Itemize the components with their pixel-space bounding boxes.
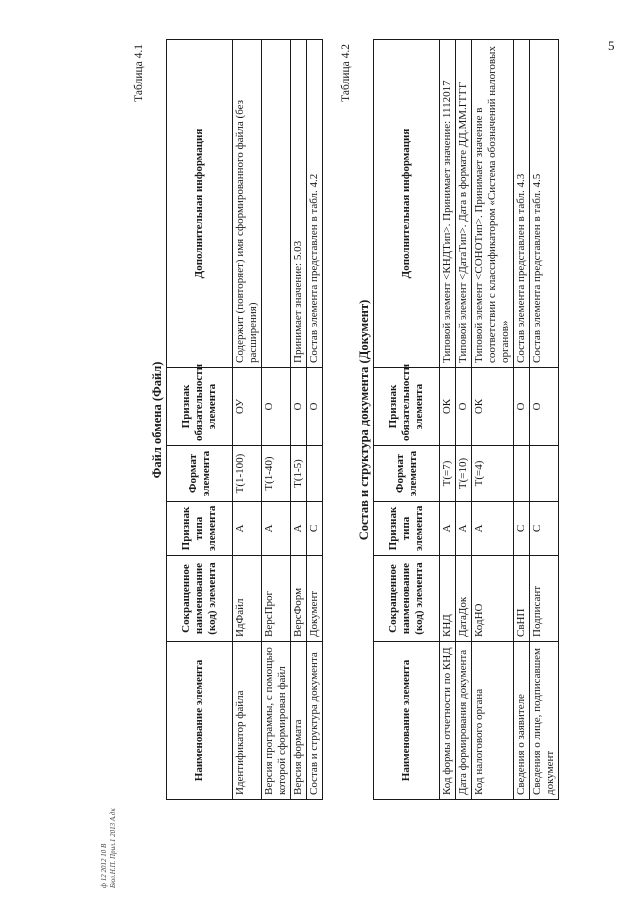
table2-header-type: Признак типа элемента [374, 502, 440, 556]
cell-info: Принимает значение: 5.03 [291, 40, 307, 368]
cell-code: ИдФайл [233, 556, 262, 642]
cell-info: Типовой элемент <КНДТип>. Принимает значение: 1112017 [440, 40, 456, 368]
cell-format [530, 446, 559, 502]
cell-name: Состав и структура документа [307, 642, 323, 800]
table2-header-required: Признак обязательности элемента [374, 368, 440, 446]
rotated-content [130, 40, 600, 800]
cell-type: А [472, 502, 514, 556]
cell-name: Сведения о заявителе [514, 642, 530, 800]
cell-format: T(1-100) [233, 446, 262, 502]
table2-header-name: Наименование элемента [374, 642, 440, 800]
table-row [233, 40, 262, 800]
cell-code: Документ [307, 556, 323, 642]
cell-name: Версия программы, с помощью которой сформирован файл [262, 642, 291, 800]
table1-header-name: Наименование элемента [167, 642, 233, 800]
table1-header-type: Признак типа элемента [167, 502, 233, 556]
stamp-line-1: ф 12 2012 10 В [100, 843, 108, 888]
cell-code: Подписант [530, 556, 559, 642]
table2 [373, 39, 559, 800]
cell-format: T(1-5) [291, 446, 307, 502]
cell-info: Содержит (повторяет) имя сформированного файла (без расширения) [233, 40, 262, 368]
margin-stamp [100, 738, 118, 888]
table2-header-format: Формат элемента [374, 446, 440, 502]
cell-format: T(=4) [472, 446, 514, 502]
cell-info: Состав элемента представлен в табл. 4.3 [514, 40, 530, 368]
cell-type: С [514, 502, 530, 556]
table2-header-info: Дополнительная информация [374, 40, 440, 368]
cell-name: Код формы отчетности по КНД [440, 642, 456, 800]
table-row [262, 40, 291, 800]
cell-type: А [440, 502, 456, 556]
table-row [530, 40, 559, 800]
cell-info [262, 40, 291, 368]
cell-type: А [262, 502, 291, 556]
table-row [472, 40, 514, 800]
cell-type: А [456, 502, 472, 556]
cell-code: ВерсФорм [291, 556, 307, 642]
cell-required: О [514, 368, 530, 446]
cell-name: Версия формата [291, 642, 307, 800]
table1-header-format: Формат элемента [167, 446, 233, 502]
table1-header-row [167, 40, 233, 800]
cell-code: КНД [440, 556, 456, 642]
cell-required: О [307, 368, 323, 446]
table2-header-code: Сокращенное наименование (код) элемента [374, 556, 440, 642]
cell-code: ВерсПрог [262, 556, 291, 642]
page-number: 5 [608, 38, 615, 53]
cell-code: СвНП [514, 556, 530, 642]
table-row [291, 40, 307, 800]
table1 [166, 39, 323, 800]
cell-required: О [456, 368, 472, 446]
cell-name: Дата формирования документа [456, 642, 472, 800]
cell-required: ОК [472, 368, 514, 446]
cell-info: Типовой элемент <ДатаТип>. Дата в формате ДД.ММ.ГГГГ [456, 40, 472, 368]
cell-type: С [530, 502, 559, 556]
cell-required: ОК [440, 368, 456, 446]
cell-code: ДатаДок [456, 556, 472, 642]
cell-info: Типовой элемент <СОНОТип>. Принимает значение в соответствии с классификатором «Система обозначений налоговых органов» [472, 40, 514, 368]
cell-format: T(=7) [440, 446, 456, 502]
table2-caption: Таблица 4.2 [340, 44, 352, 102]
cell-code: КодНО [472, 556, 514, 642]
table-row [456, 40, 472, 800]
cell-info: Состав элемента представлен в табл. 4.5 [530, 40, 559, 368]
cell-type: А [291, 502, 307, 556]
cell-required: О [262, 368, 291, 446]
cell-format [307, 446, 323, 502]
table-row [440, 40, 456, 800]
cell-type: А [233, 502, 262, 556]
cell-format: T(1-40) [262, 446, 291, 502]
cell-required: ОУ [233, 368, 262, 446]
stamp-line-2: Бюл.Н.П. Прил.1 2013 А.дк [109, 808, 117, 888]
table1-caption: Таблица 4.1 [133, 44, 145, 102]
cell-required: О [291, 368, 307, 446]
table1-header-code: Сокращенное наименование (код) элемента [167, 556, 233, 642]
cell-name: Сведения о лице, подписавшем документ [530, 642, 559, 800]
table1-header-required: Признак обязательности элемента [167, 368, 233, 446]
cell-name: Код налогового органа [472, 642, 514, 800]
table2-header-row [374, 40, 440, 800]
table-row [307, 40, 323, 800]
cell-name: Идентификатор файла [233, 642, 262, 800]
cell-info: Состав элемента представлен в табл. 4.2 [307, 40, 323, 368]
table2-title: Состав и структура документа (Документ) [357, 299, 371, 541]
cell-format [514, 446, 530, 502]
cell-required: О [530, 368, 559, 446]
table-row [514, 40, 530, 800]
table1-title: Файл обмена (Файл) [150, 361, 164, 479]
table1-header-info: Дополнительная информация [167, 40, 233, 368]
cell-type: С [307, 502, 323, 556]
cell-format: T(=10) [456, 446, 472, 502]
